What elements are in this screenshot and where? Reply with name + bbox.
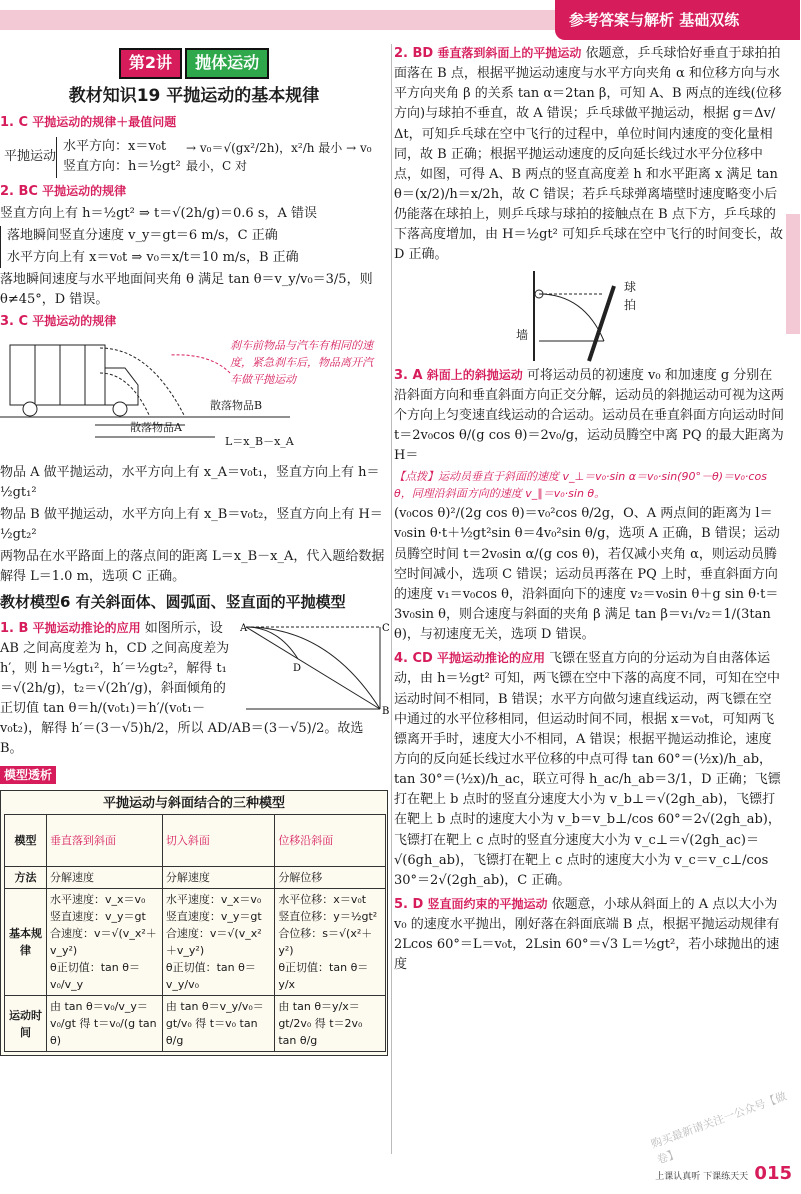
table-row <box>5 866 386 888</box>
truck-figure <box>0 333 388 461</box>
section1-title: 教材知识19 平抛运动的基本规律 <box>68 85 320 106</box>
brace-result: → v₀＝√(gx²/2h)，x²/h 最小 → v₀ 最小，C 对 <box>186 140 372 174</box>
answer-topic: 平抛运动的规律 <box>42 183 127 198</box>
brace-line: 水平方向：x＝v₀t <box>63 139 167 155</box>
handwritten-note: 刹车前物品与汽车有相同的速度，紧急刹车后，物品离开汽车做平抛运动 <box>230 338 373 386</box>
model-table <box>4 814 386 1052</box>
table-cell: 分解位移 <box>275 866 386 888</box>
table-cell <box>47 888 163 995</box>
law-line: 水平位移：x＝v₀t <box>278 892 367 906</box>
fig-label-a: 散落物品A <box>130 420 182 434</box>
table-cell <box>162 888 274 995</box>
answer-topic: 斜面上的斜抛运动 <box>426 367 523 382</box>
left-column <box>0 44 388 1056</box>
lecture-heading <box>0 48 388 79</box>
page-number: 015 <box>754 1163 792 1185</box>
answer-line: 两物品在水平路面上的落点间的距离 L＝x_B－x_A，代入题给数据解得 L＝1.0 m，选项 C 正确。 <box>0 549 385 585</box>
answer-topic: 平抛运动推论的应用 <box>32 620 141 635</box>
table-cell <box>275 814 386 866</box>
table-cell <box>47 814 163 866</box>
model-answer-1 <box>0 619 388 760</box>
model-table-box <box>0 790 388 1057</box>
fig-label-wall: 墙 <box>516 327 529 342</box>
table-cell: 分解速度 <box>47 866 163 888</box>
answer-r2 <box>394 44 784 366</box>
table-cell: 运动时间 <box>5 996 47 1052</box>
model-caption: 垂直落到斜面 <box>50 833 116 847</box>
law-line: 合速度：v＝√(v_x²＋v_y²) <box>165 927 262 958</box>
right-column <box>394 44 784 976</box>
law-line: θ正切值：tan θ＝v_y/v₀ <box>165 961 256 992</box>
fig-label-b: 散落物品B <box>210 398 263 412</box>
table-cell: 方法 <box>5 866 47 888</box>
model-table-title: 平抛运动与斜面结合的三种模型 <box>102 795 285 811</box>
tip-note: 【点拨】运动员垂直于斜面的速度 v_⊥＝v₀·sin α＝v₀·sin(90°－θ)＝v₀·cos θ，同理沿斜面方向的速度 v_∥＝v₀·sin θ。 <box>394 470 767 501</box>
answer-label: 1. B <box>0 620 29 636</box>
page-header <box>0 0 800 40</box>
answer-label: 1. C <box>0 115 29 131</box>
svg-text:A: A <box>240 622 248 634</box>
fig-label-racket: 球拍 <box>624 279 637 313</box>
answer-text: 依题意，小球从斜面上的 A 点以大小为 v₀ 的速度水平抛出，刚好落在斜面底端 B 点，根据平抛运动规律有 2Lcos 60°＝L＝v₀t，2Lsin 60°＝√3 L＝½gt²，若小球抛出的速度 <box>394 897 780 973</box>
law-line: 竖直速度：v_y＝gt <box>165 910 262 923</box>
table-cell <box>275 888 386 995</box>
page-footer <box>655 1160 792 1188</box>
answer-label: 3. A <box>394 367 423 383</box>
law-line: θ正切值：tan θ＝v₀/v_y <box>50 961 140 992</box>
answer-1-derivation <box>4 137 388 177</box>
racket-diagram <box>394 266 784 366</box>
table-cell: 基本规律 <box>5 888 47 995</box>
model-analysis <box>0 766 388 1057</box>
section2-title: 教材模型6 有关斜面体、圆弧面、竖直面的平抛模型 <box>0 593 346 612</box>
answer-line: 落地瞬间竖直分速度 v_y＝gt＝6 m/s，C 正确 <box>7 227 278 243</box>
answer-r3 <box>394 366 784 646</box>
model-caption: 位移沿斜面 <box>278 833 334 847</box>
model-tag: 模型透析 <box>0 766 56 785</box>
answer-line: 水平方向上有 x＝v₀t ⇒ v₀＝x/t＝10 m/s，B 正确 <box>7 249 299 265</box>
answer-topic: 竖直面约束的平抛运动 <box>427 897 548 912</box>
table-row <box>5 996 386 1052</box>
side-tab <box>786 214 800 334</box>
law-line: 合位移：s＝√(x²＋y²) <box>278 927 373 958</box>
slope-diagram <box>238 621 388 716</box>
answer-text: 如图所示，设 AB 之间高度差为 h，CD 之间高度差为 h′，则 h＝½gt₁²，h′＝½gt₂²，解得 t₁＝√(2h/g)，t₂＝√(2h′/g)，斜面倾角的正切值 tan θ＝h/(v₀t₁)＝h′/(v₀t₁－v₀t₂)，解得 h′＝(3－√5)h/2，所以 AD/AB＝(3－√5)/2。故选 B。 <box>0 620 364 757</box>
brace-label: 平抛运动 <box>4 149 57 165</box>
svg-text:B: B <box>382 705 390 717</box>
answer-topic: 平抛运动推论的应用 <box>436 651 545 666</box>
footer-slogan: 上课认真听 下课练天天 <box>655 1172 749 1183</box>
answer-label: 2. BD <box>394 46 434 61</box>
brace-lines <box>56 137 186 177</box>
answer-label: 2. BC <box>0 183 38 199</box>
watermark: 购买最新请关注一公众号【做卷】 <box>649 1089 789 1167</box>
law-line: 竖直位移：y＝½gt² <box>278 910 378 923</box>
lecture-number: 第2讲 <box>119 48 182 79</box>
answer-topic: 平抛运动的规律 <box>32 314 117 329</box>
answer-r5 <box>394 895 784 976</box>
answer-r4 <box>394 649 784 891</box>
brace-line: 竖直方向：h＝½gt² <box>63 159 181 175</box>
answer-2 <box>0 182 388 311</box>
fig-label-l: L＝x_B－x_A <box>225 434 294 448</box>
answer-line: 竖直方向上有 h＝½gt² ⇒ t＝√(2h/g)＝0.6 s，A 错误 <box>0 205 318 221</box>
answer-line: 落地瞬间速度与水平地面间夹角 θ 满足 tan θ＝v_y/v₀＝3/5，则 θ≠45°，D 错误。 <box>0 272 373 308</box>
header-title: 参考答案与解析 基础双练 <box>555 0 800 40</box>
answer-topic: 垂直落到斜面上的平抛运动 <box>437 46 582 60</box>
answer-label: 4. CD <box>394 651 433 667</box>
svg-text:D: D <box>293 662 302 674</box>
table-cell: 由 tan θ＝v₀/v_y＝v₀/gt 得 t＝v₀/(g tan θ) <box>47 996 163 1052</box>
answer-label: 5. D <box>394 897 424 913</box>
answer-3 <box>0 312 388 587</box>
table-row <box>5 888 386 995</box>
table-cell: 模型 <box>5 814 47 866</box>
law-line: 水平速度：v_x＝v₀ <box>165 892 262 906</box>
table-row <box>5 814 386 866</box>
law-line: θ正切值：tan θ＝y/x <box>278 961 369 992</box>
racket-figure <box>394 266 784 366</box>
answer-brace <box>0 226 388 268</box>
svg-text:C: C <box>382 622 390 634</box>
law-line: 竖直速度：v_y＝gt <box>50 910 146 923</box>
answer-line: 物品 A 做平抛运动，水平方向上有 x_A＝v₀t₁，竖直方向上有 h＝½gt₁² <box>0 464 380 500</box>
law-line: 合速度：v＝√(v_x²＋v_y²) <box>50 927 157 958</box>
lecture-title: 抛体运动 <box>185 48 269 79</box>
answer-label: 3. C <box>0 314 29 330</box>
answer-1 <box>0 113 388 177</box>
answer-text: 依题意，乒乓球恰好垂直于球拍拍面落在 B 点，根据平抛运动速度与水平方向夹角 α 和位移方向与水平方向夹角 β 的关系 tan α＝2tan β，可知 A、B 两点的连线(位移方向)与球拍不垂直，故 A 错误；乒乓球做平抛运动，根据 g＝Δv/Δt，可知乒乓球在空中飞行的过程中，单位时间内速度的变化量相同，故 B 正确；根据平抛运动速度的反向延长线过水平分位移中点，如图，可得 A、B 两点的竖直高度差 h 和水平距离 x 满足 tan θ＝(x/2)/h＝x/2h，故 C 错误；若乒乓球弹离墙壁时速度略变小后仍能落在球拍上，则乒乓球与球拍的接触点在 B 点下方，乒乓球的下落高度增加，由 H＝½gt² 可知乒乓球在空中飞行的时间变长，故 D 正确。 <box>394 46 783 263</box>
table-cell <box>162 814 274 866</box>
table-cell: 分解速度 <box>162 866 274 888</box>
table-cell: 由 tan θ＝y/x＝gt/2v₀ 得 t＝2v₀ tan θ/g <box>275 996 386 1052</box>
model-caption: 切入斜面 <box>165 833 210 847</box>
answer-topic: 平抛运动的规律＋最值问题 <box>32 115 177 130</box>
answer-text: (v₀cos θ)²/(2g cos θ)＝v₀²cos θ/2g，O、A 两点间的距离为 l＝v₀sin θ·t＋½gt²sin θ＝4v₀²sin θ/g，选项 A 正确，B 错误；运动员腾空时间 t＝2v₀sin α/(g cos θ)，若仅减小夹角 α，则运动员腾空时间减小，选项 C 错误；运动员再落在 PQ 上时，垂直斜面方向的速度 v₁＝v₀cos θ，沿斜面向下的速度 v₂＝v₀sin θ＋g sin θ·t＝3v₀sin θ，则合速度与斜面的夹角 β 满足 tan β＝v₁/v₂＝1/(3tan θ)，与初速度无关，选项 D 错误。 <box>394 506 780 643</box>
table-cell: 由 tan θ＝v_y/v₀＝gt/v₀ 得 t＝v₀ tan θ/g <box>162 996 274 1052</box>
column-divider <box>391 44 392 1154</box>
answer-text: 飞镖在竖直方向的分运动为自由落体运动，由 h＝½gt² 可知，两飞镖在空中下落的高度不同，可知在空中运动时间不相同，B 错误；水平方向做匀速直线运动，两飞镖在空中通过的水平位移相同，但运动时间不同，根据 x＝v₀t，可知两飞镖离开手时，速度大小不相同，A 错误；根据平抛运动推论，速度方向的反向延长线过水平位移的中点可得 tan 60°＝(½x)/h_ab，tan 30°＝(½x)/h_ac，联立可得 h_ac/h_ab＝3/1，D 正确；飞镖打在靶上 b 点时的竖直分速度大小为 v_b⊥＝√(2gh_ab)，飞镖打在靶上 b 点时的速度大小为 v_b＝v_b⊥/cos 60°＝2√(2gh_ab)，飞镖打在靶上 c 点时的竖直分速度大小为 v_c⊥＝√(2gh_ac)＝√(6gh_ab)，飞镖打在靶上 c 点时的速度大小为 v_c＝v_c⊥/cos 30°＝2√(2gh_ab)，C 正确。 <box>394 651 781 888</box>
law-line: 水平速度：v_x＝v₀ <box>50 892 146 906</box>
answer-text: 可将运动员的初速度 v₀ 和加速度 g 分别在沿斜面方向和垂直斜面方向正交分解，运动员的斜抛运动可视为这两个方向上匀变速直线运动的合运动。运动员在垂直斜面方向运动时间 t＝2v₀cos θ/(g cos θ)＝2v₀/g，运动员腾空中离 PQ 的最大距离为 H＝ <box>394 367 785 464</box>
answer-line: 物品 B 做平抛运动，水平方向上有 x_B＝v₀t₂，竖直方向上有 H＝½gt₂² <box>0 506 383 542</box>
